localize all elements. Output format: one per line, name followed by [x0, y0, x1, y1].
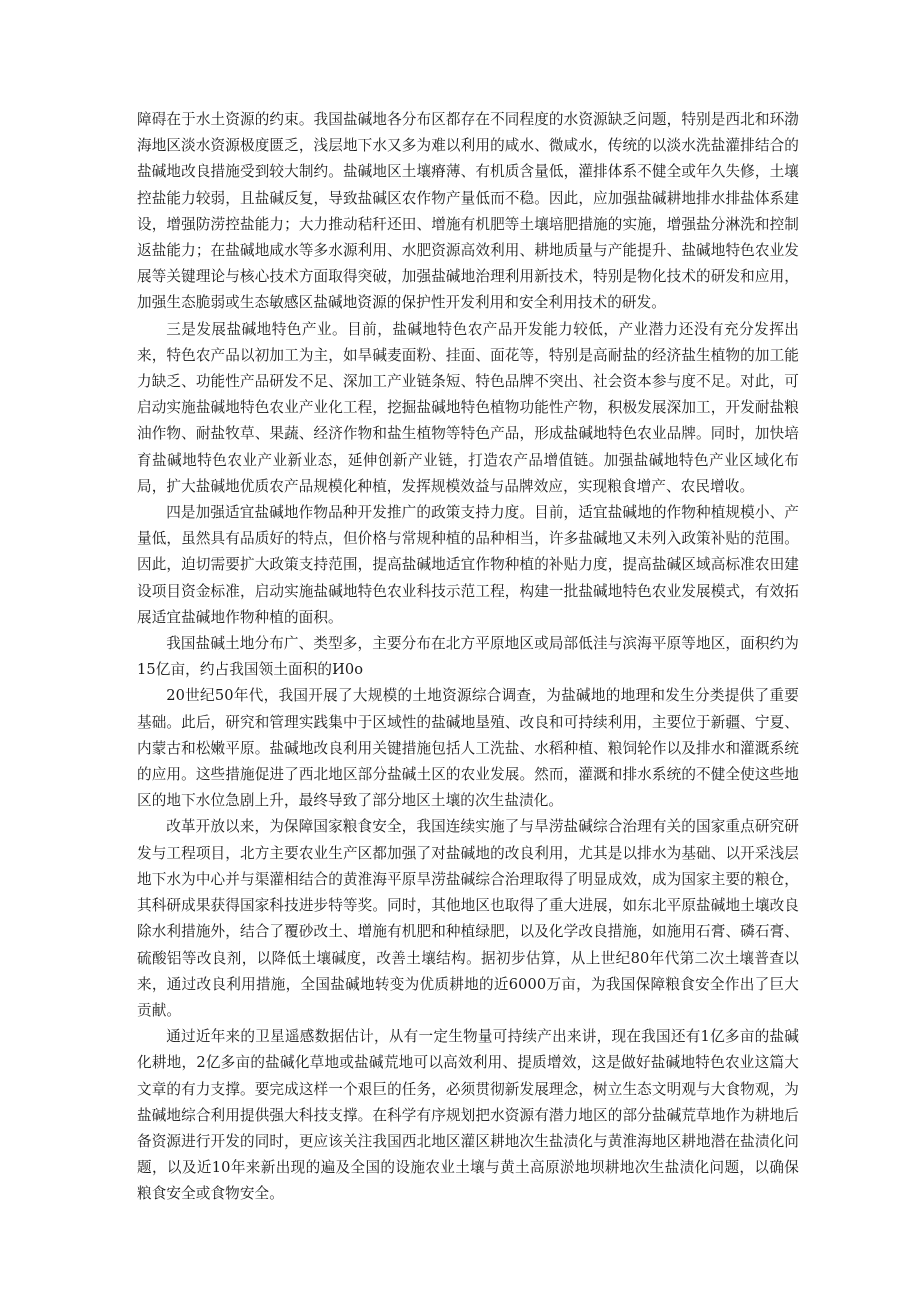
paragraph-1950s-survey: 20世纪50年代，我国开展了大规模的土地资源综合调查，为盐碱地的地理和发生分类提供了重要基础。此后，研究和管理实践集中于区域性的盐碱地垦殖、改良和可持续利用，主要位于新疆、宁夏、内蒙古和松嫩平原。盐碱地改良利用关键措施包括人工洗盐、水稻种植、粮饲轮作以及排水和灌溉系统的应用。这些措施促进了西北地区部分盐碱土区的农业发展。然而，灌溉和排水系统的不健全使这些地区的地下水位急剧上升，最终导致了部分地区土壤的次生盐渍化。: [137, 687, 799, 810]
paragraph-water-soil-constraint: 障碍在于水土资源的约束。我国盐碱地各分布区都存在不同程度的水资源缺乏问题，特别是西北和环渤海地区淡水资源极度匮乏，浅层地下水又多为难以利用的咸水、微咸水，传统的以淡水洗盐灌排结合的盐碱地改良措施受到较大制约。盐碱地区土壤瘠薄、有机质含量低，灌排体系不健全或年久失修，土壤控盐能力较弱，且盐碱反复，导致盐碱区农作物产量低而不稳。因此，应加强盐碱耕地排水排盐体系建设，增强防涝控盐能力；大力推动秸秆还田、增施有机肥等土壤培肥措施的实施，增强盐分淋洗和控制返盐能力；在盐碱地咸水等多水源利用、水肥资源高效利用、耕地质量与产能提升、盐碱地特色农业发展等关键理论与核心技术方面取得突破，加强盐碱地治理利用新技术，特别是物化技术的研发和应用，加强生态脆弱或生态敏感区盐碱地资源的保护性开发利用和安全利用技术的研发。: [137, 111, 799, 312]
paragraph-saline-land-distribution: 我国盐碱土地分布广、类型多，主要分布在北方平原地区或局部低洼与滨海平原等地区，面积约为15亿亩，约占我国领土面积的И0o: [137, 635, 799, 679]
paragraph-policy-support: 四是加强适宜盐碱地作物品种开发推广的政策支持力度。目前，适宜盐碱地的作物种植规模小、产量低，虽然具有品质好的特点，但价格与常规种植的品种相当，许多盐碱地又未列入政策补贴的范围。因此，迫切需要扩大政策支持范围，提高盐碱地适宜作物种植的补贴力度，提高盐碱区域高标准农田建设项目资金标准，启动实施盐碱地特色农业科技示范工程，构建一批盐碱地特色农业发展模式，有效拓展适宜盐碱地作物种植的面积。: [137, 504, 799, 626]
paragraph-characteristic-industry: 三是发展盐碱地特色产业。目前，盐碱地特色农产品开发能力较低，产业潜力还没有充分发挥出来，特色农产品以初加工为主，如旱碱麦面粉、挂面、面花等，特别是高耐盐的经济盐生植物的加工能力缺乏、功能性产品研发不足、深加工产业链条短、特色品牌不突出、社会资本参与度不足。对此，可启动实施盐碱地特色农业产业化工程，挖掘盐碱地特色植物功能性产物，积极发展深加工，开发耐盐粮油作物、耐盐牧草、果蔬、经济作物和盐生植物等特色产品，形成盐碱地特色农业品牌。同时，加快培育盐碱地特色农业产业新业态，延伸创新产业链，打造农产品增值链。加强盐碱地特色产业区域化布局，扩大盐碱地优质农产品规模化种植，发挥规模效益与品牌效应，实现粮食增产、农民增收。: [137, 320, 799, 495]
document-page: [137, 107, 799, 1208]
paragraph-remote-sensing-estimate: 通过近年来的卫星遥感数据估计，从有一定生物量可持续产出来讲，现在我国还有1亿多亩的盐碱化耕地，2亿多亩的盐碱化草地或盐碱荒地可以高效利用、提质增效，这是做好盐碱地特色农业这篇大文章的有力支撑。要完成这样一个艰巨的任务，必须贯彻新发展理念，树立生态文明观与大食物观，为盐碱地综合利用提供强大科技支撑。在科学有序规划把水资源有潜力地区的部分盐碱荒草地作为耕地后备资源进行开发的同时，更应该关注我国西北地区灌区耕地次生盐渍化与黄淮海地区耕地潜在盐渍化问题，以及近10年来新出现的遍及全国的设施农业土壤与黄土高原淤地坝耕地次生盐渍化问题，以确保粮食安全或食物安全。: [137, 1028, 799, 1203]
paragraph-reform-era-progress: 改革开放以来，为保障国家粮食安全，我国连续实施了与旱涝盐碱综合治理有关的国家重点研究研发与工程项目，北方主要农业生产区都加强了对盐碱地的改良利用，尤其是以排水为基础、以开采浅层地下水为中心并与渠灌相结合的黄淮海平原旱涝盐碱综合治理取得了明显成效，成为国家主要的粮仓，其科研成果获得国家科技进步特等奖。同时，其他地区也取得了重大进展，如东北平原盐碱地土壤改良除水利措施外，结合了覆砂改土、增施有机肥和种植绿肥，以及化学改良措施，如施用石膏、磷石膏、硫酸铝等改良剂，以降低土壤碱度，改善土壤结构。据初步估算，从上世纪80年代第二次土壤普查以来，通过改良利用措施，全国盐碱地转变为优质耕地的近6000万亩，为我国保障粮食安全作出了巨大贡献。: [137, 818, 799, 1019]
